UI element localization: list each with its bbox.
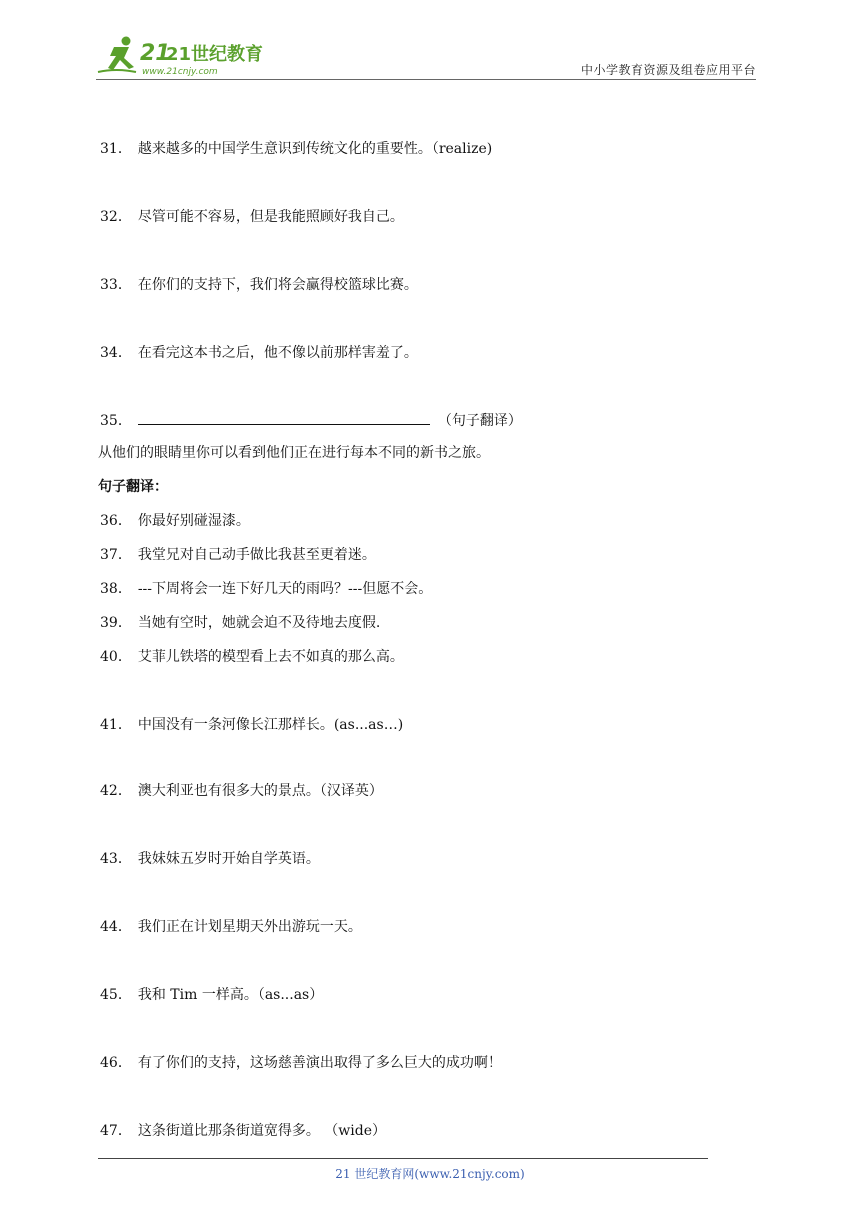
question-32: 32． 尽管可能不容易，但是我能照顾好我自己。 (100, 209, 404, 225)
question-45: 45． 我和 Tim 一样高。（as...as） (100, 987, 324, 1003)
question-37: 37． 我堂兄对自己动手做比我甚至更着迷。 (100, 547, 376, 563)
question-40: 40． 艾菲儿铁塔的模型看上去不如真的那么高。 (100, 649, 404, 665)
question-43: 43． 我妹妹五岁时开始自学英语。 (100, 851, 320, 867)
question-34: 34． 在看完这本书之后，他不像以前那样害羞了。 (100, 345, 418, 361)
question-42: 42． 澳大利亚也有很多大的景点。（汉译英） (100, 783, 383, 799)
site-logo (96, 34, 266, 78)
question-33: 33． 在你们的支持下，我们将会赢得校篮球比赛。 (100, 277, 418, 293)
question-41: 41． 中国没有一条河像长江那样长。(as...as…) (100, 717, 404, 733)
question-44: 44． 我们正在计划星期天外出游玩一天。 (100, 919, 362, 935)
page-header (96, 34, 756, 80)
answer-blank[interactable] (138, 410, 430, 425)
question-46: 46． 有了你们的支持，这场慈善演出取得了多么巨大的成功啊！ (100, 1055, 502, 1071)
footer-link[interactable]: 21 世纪教育网(www.21cnjy.com) (335, 1167, 525, 1181)
question-35: 35． （句子翻译） (100, 410, 522, 430)
question-35-prompt: 从他们的眼睛里你可以看到他们正在进行每本不同的新书之旅。 (98, 445, 490, 461)
header-platform-text: 中小学教育资源及组卷应用平台 (580, 63, 756, 77)
question-36: 36． 你最好别碰湿漆。 (100, 513, 250, 529)
question-39: 39． 当她有空时，她就会迫不及待地去度假. (100, 615, 381, 631)
footer-divider (98, 1158, 708, 1159)
question-38: 38． ---下周将会一连下好几天的雨吗？---但愿不会。 (100, 581, 433, 597)
section-heading: 句子翻译： (98, 479, 168, 495)
logo-text: 21世纪教育 (166, 44, 264, 65)
logo-url: www.21cnjy.com (142, 67, 218, 77)
question-31: 31． 越来越多的中国学生意识到传统文化的重要性。（realize) (100, 141, 493, 157)
svg-text:21: 21 (140, 41, 171, 66)
question-47: 47． 这条街道比那条街道宽得多。 （wide） (100, 1123, 386, 1139)
header-divider (96, 79, 756, 80)
